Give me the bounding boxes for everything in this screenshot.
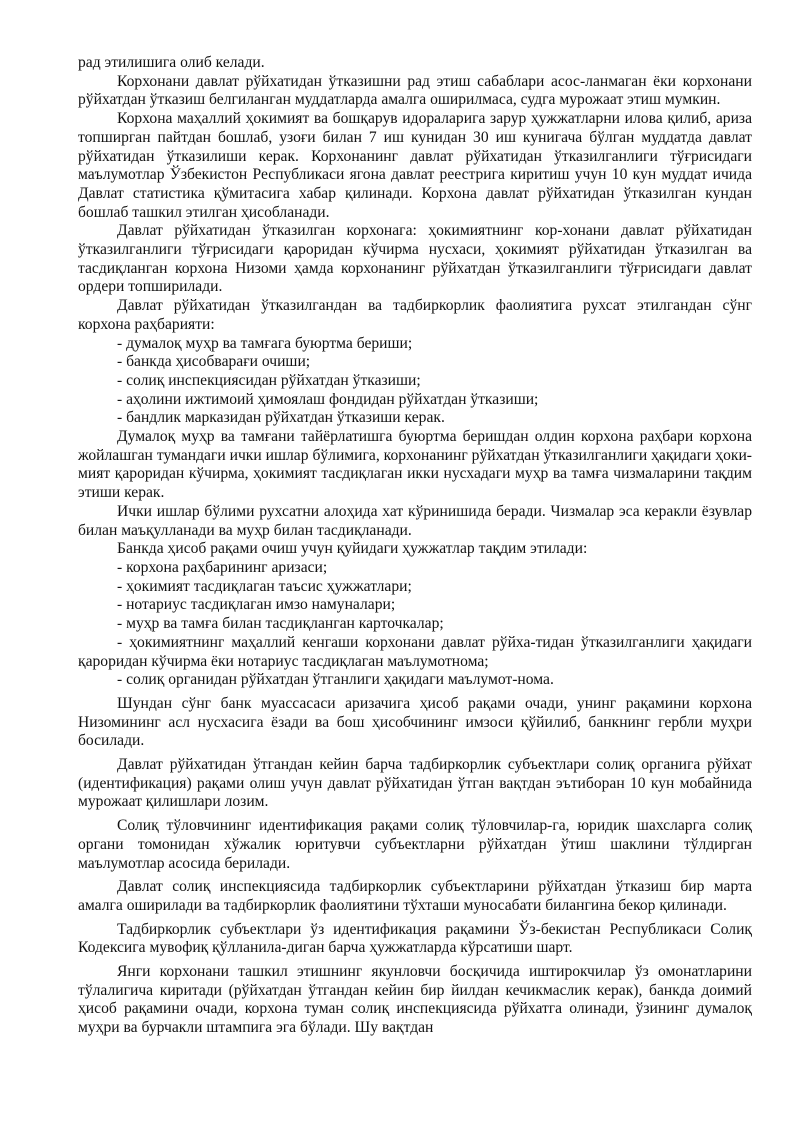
list-item: - думалоқ муҳр ва тамғага буюртма бериши; — [117, 334, 413, 352]
list-item: - солиқ инспекциясидан рўйхатдан ўтказиши; — [117, 371, 421, 389]
list-item: - банкда ҳисобварағи очиши; — [117, 353, 311, 371]
list-item: - солиқ органидан рўйхатдан ўтганлиги ҳақидаги маълумот-нома. — [117, 671, 554, 689]
paragraph: Давлат рўйхатидан ўтказилгандан ва тадбиркорлик фаолиятига рухсат этилгандан сўнг корхона раҳбарияти: — [78, 297, 752, 333]
list-item: - муҳр ва тамға билан тасдиқланган карточкалар; — [117, 615, 444, 633]
list-item: - нотариус тасдиқлаган имзо намуналари; — [117, 596, 396, 614]
list-item: - аҳолини ижтимоий ҳимоялаш фондидан рўйхатдан ўтказиши; — [117, 390, 539, 408]
list-item: - корхона раҳбарининг аризаси; — [117, 558, 328, 576]
paragraph: рад этилишига олиб келади. — [78, 54, 265, 71]
paragraph: Корхонани давлат рўйхатидан ўтказишни рад этиш сабаблари асос-ланмаган ёки корхонани рўйхатдан ўтказиш белгиланган муддатларда амалга оширилмаса, судга мурожаат этиш мумкин. — [78, 72, 752, 109]
paragraph: Корхона маҳаллий ҳокимият ва бошқарув идораларига зарур ҳужжатларни илова қилиб, ариза топширган пайтдан бошлаб, узоғи билан 7 иш кунидан 30 иш кунигача бўлган муддатда давлат рўйхатидан ўтказилиши керак. Корхонанинг давлат рўйхатидан ўтказилганлиги тўғрисидаги маълумотлар Ўзбекистон Республикаси ягона давлат реестрига киритиш учун 10 кун муддат ичида Давлат статистика қўмитасига хабар қилинади. Корхона давлат рўйхатидан ўтказилган кундан бошлаб ташкил этилган ҳисобланади. — [78, 110, 752, 221]
list-item: - ҳокимият тасдиқлаган таъсис ҳужжатлари; — [117, 577, 412, 595]
list-item: - бандлик марказидан рўйхатдан ўтказиши керак. — [117, 409, 445, 427]
paragraph: Давлат рўйхатидан ўтказилган корхонага: ҳокимиятнинг кор-хонани давлат рўйхатидан ўтказилганлиги тўғрисидаги қароридан кўчирма нусхаси, ҳокимият рўйхатидан ўтказилган ва тасдиқланган корхона Низоми ҳамда корхонанинг рўйхатдан ўтказилганлиги тўғрисидаги давлат ордери топширилади. — [78, 222, 752, 296]
paragraph: Шундан сўнг банк муассасаси аризачига ҳисоб рақами очади, унинг рақамини корхона Низомининг асл нусхасига ёзади ва бош ҳисобчининг имзоси қўйилиб, банкнинг гербли муҳри босилади. — [78, 694, 752, 750]
paragraph: Тадбиркорлик субъектлари ўз идентификация рақамини Ўз-бекистан Республикаси Солиқ Кодексига мувофиқ қўлланила-диган барча ҳужжатларда кўрсатиши шарт. — [78, 920, 752, 957]
paragraph: Банкда ҳисоб рақами очиш учун қуйидаги ҳужжатлар тақдим этилади: — [117, 540, 588, 558]
paragraph: Думалоқ муҳр ва тамғани тайёрлатишга буюртма беришдан олдин корхона раҳбари корхона жойлашган тумандаги ички ишлар бўлимига, корхонанинг рўйхатдан ўтказилганлиги ҳақидаги ҳоки-мият қароридан кўчирма, ҳокимият тасдиқлаган икки нусхадаги муҳр ва тамға чизмаларини тақдим этиши керак. — [78, 428, 752, 502]
paragraph: Давлат солиқ инспекциясида тадбиркорлик субъектларини рўйхатдан ўтказиш бир марта амалга оширилади ва тадбиркорлик фаолиятини тўхташи муносабати билангина бекор қилинади. — [78, 878, 752, 914]
paragraph: Янги корхонани ташкил этишнинг якунловчи босқичида иштирокчилар ўз омонатларини тўлалигича киритади (рўйхатдан ўтгандан кейин бир йилдан кечикмаслик керак), банкда доимий ҳисоб рақамини очади, корхона туман солиқ инспекциясида рўйхатга олинади, ўзининг думалоқ муҳри ва бурчакли штампига эга бўлади. Шу вақтдан — [78, 963, 752, 1037]
list-item: - ҳокимиятнинг маҳаллий кенгаши корхонани давлат рўйха-тидан ўтказилганлиги ҳақидаги қароридан кўчирма ёки нотариус тасдиқлаган маълумотнома; — [78, 633, 752, 670]
paragraph: Солиқ тўловчининг идентификация рақами солиқ тўловчилар-га, юридик шахсларга солиқ органи томонидан хўжалик юритувчи субъектларни рўйхатдан ўтиш шаклини тўлдирган маълумотлар асосида берилади. — [78, 817, 752, 872]
document-page — [78, 54, 752, 1038]
paragraph: Давлат рўйхатидан ўтгандан кейин барча тадбиркорлик субъектлари солиқ органига рўйхат (идентификация) рақами олиш учун давлат рўйхатидан ўтган вақтдан эътиборан 10 кун мобайнида мурожаат қилишлари лозим. — [78, 756, 752, 811]
paragraph: Ички ишлар бўлими рухсатни алоҳида хат кўринишида беради. Чизмалар эса керакли ёзувлар билан маъқулланади ва муҳр билан тасдиқланади. — [78, 502, 752, 539]
